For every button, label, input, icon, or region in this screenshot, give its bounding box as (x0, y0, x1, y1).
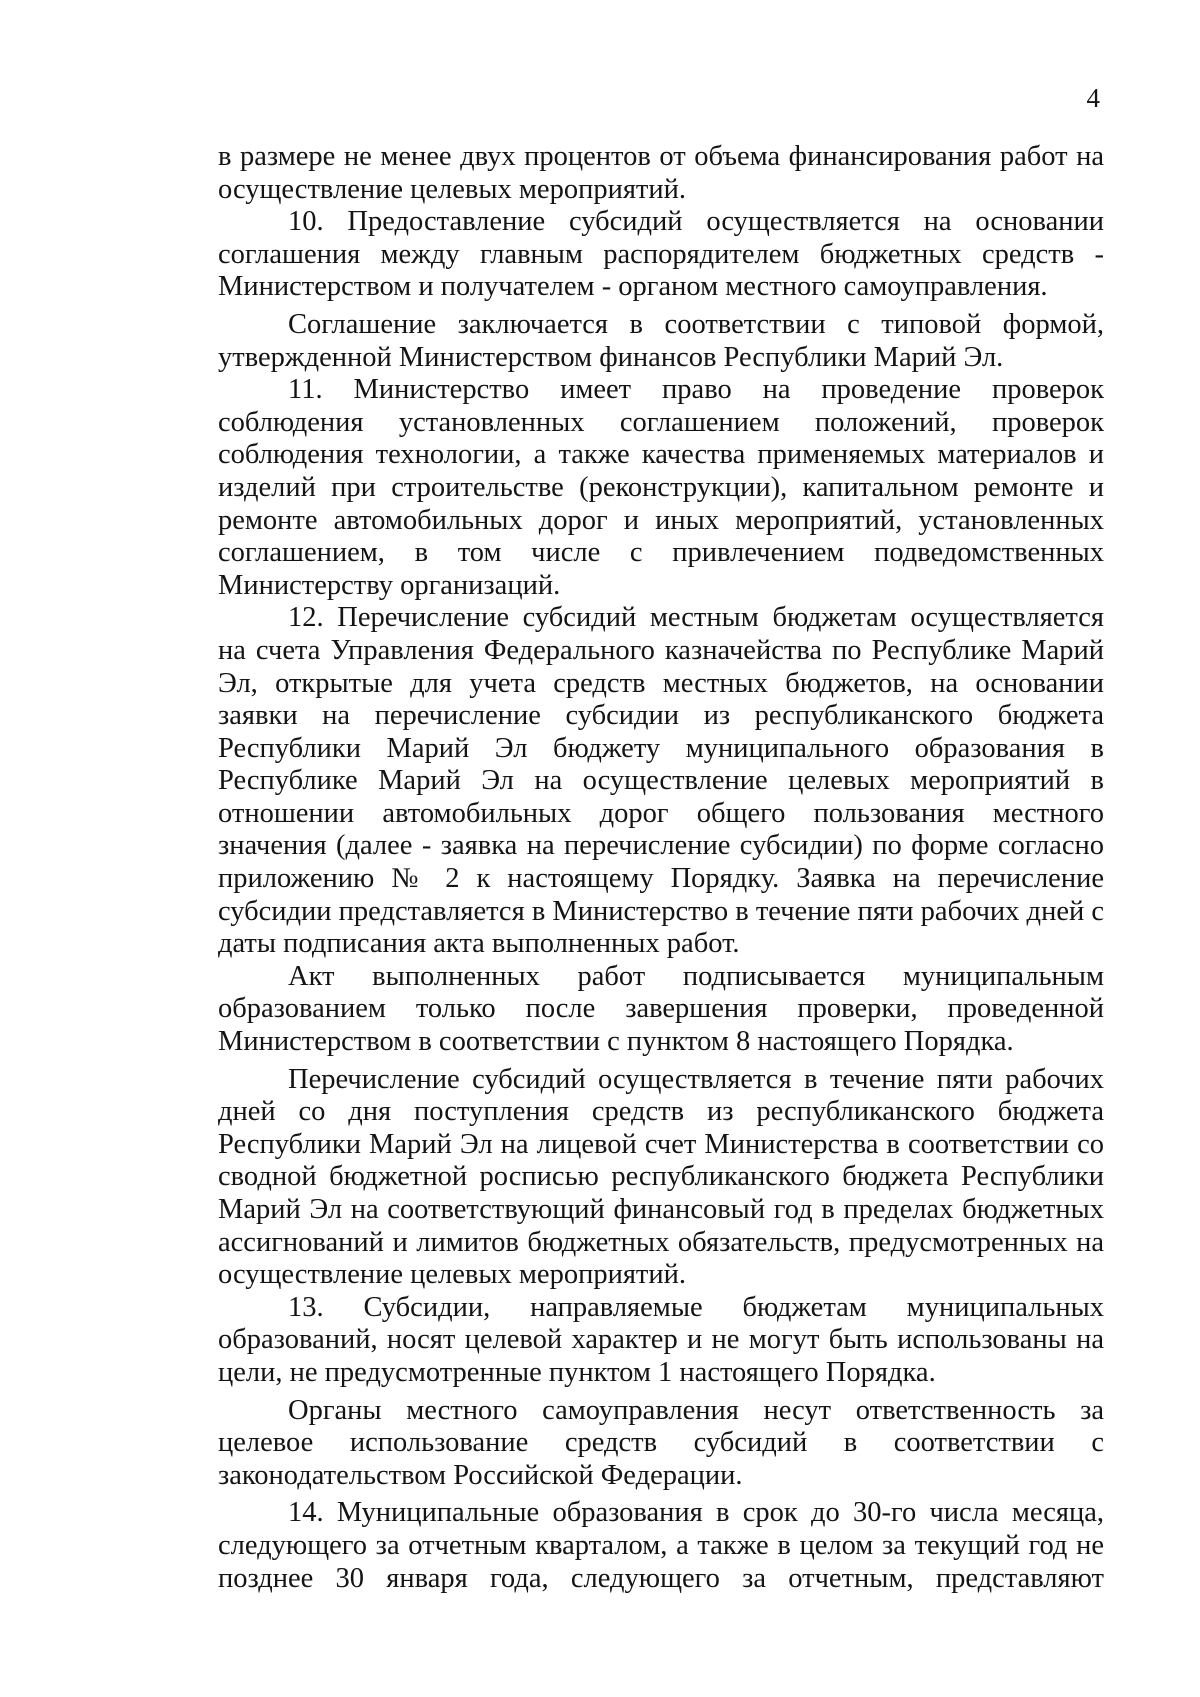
paragraph-act-signing: Акт выполненных работ подписывается муниципальным образованием только после завершения проверки, проведенной Министерством в соответствии с пунктом 8 настоящего Порядка. (218, 960, 1104, 1058)
paragraph-continuation: в размере не менее двух процентов от объема финансирования работ на осуществление целевых мероприятий. (218, 141, 1104, 205)
paragraph-agreement: Соглашение заключается в соответствии с типовой формой, утвержденной Министерством финансов Республики Марий Эл. (218, 308, 1104, 373)
paragraph-clause-11: 11. Министерство имеет право на проведение проверок соблюдения установленных соглашением положений, проверок соблюдения технологии, а также качества применяемых материалов и изделий при строительстве (реконструкции), капитальном ремонте и ремонте автомобильных дорог и иных мероприятий, установленных соглашением, в том числе с привлечением подведомственных Министерству организаций. (218, 374, 1104, 601)
paragraph-transfer-terms: Перечисление субсидий осуществляется в течение пяти рабочих дней со дня поступления средств из республиканского бюджета Республики Марий Эл на лицевой счет Министерства в соответствии со сводной бюджетной росписью республиканского бюджета Республики Марий Эл на соответствующий финансовый год в пределах бюджетных ассигнований и лимитов бюджетных обязательств, предусмотренных на осуществление целевых мероприятий. (218, 1063, 1104, 1291)
document-body (218, 141, 1104, 1595)
paragraph-clause-10: 10. Предоставление субсидий осуществляется на основании соглашения между главным распорядителем бюджетных средств - Министерством и получателем - органом местного самоуправления. (218, 206, 1104, 303)
page-number: 4 (1086, 83, 1100, 113)
paragraph-clause-14: 14. Муниципальные образования в срок до 30-го числа месяца, следующего за отчетным кварталом, а также в целом за текущий год не позднее 30 января года, следующего за отчетным, представляют (218, 1497, 1104, 1594)
paragraph-clause-12: 12. Перечисление субсидий местным бюджетам осуществляется на счета Управления Федерального казначейства по Республике Марий Эл, открытые для учета средств местных бюджетов, на основании заявки на перечисление субсидии из республиканского бюджета Республики Марий Эл бюджету муниципального образования в Республике Марий Эл на осуществление целевых мероприятий в отношении автомобильных дорог общего пользования местного значения (далее - заявка на перечисление субсидии) по форме согласно приложению № 2 к настоящему Порядку. Заявка на перечисление субсидии представляется в Министерство в течение пяти рабочих дней с даты подписания акта выполненных работ. (218, 602, 1104, 960)
paragraph-responsibility: Органы местного самоуправления несут ответственность за целевое использование средств субсидий в соответствии с законодательством Российской Федерации. (218, 1394, 1104, 1491)
paragraph-clause-13: 13. Субсидии, направляемые бюджетам муниципальных образований, носят целевой характер и не могут быть использованы на цели, не предусмотренные пунктом 1 настоящего Порядка. (218, 1291, 1104, 1388)
